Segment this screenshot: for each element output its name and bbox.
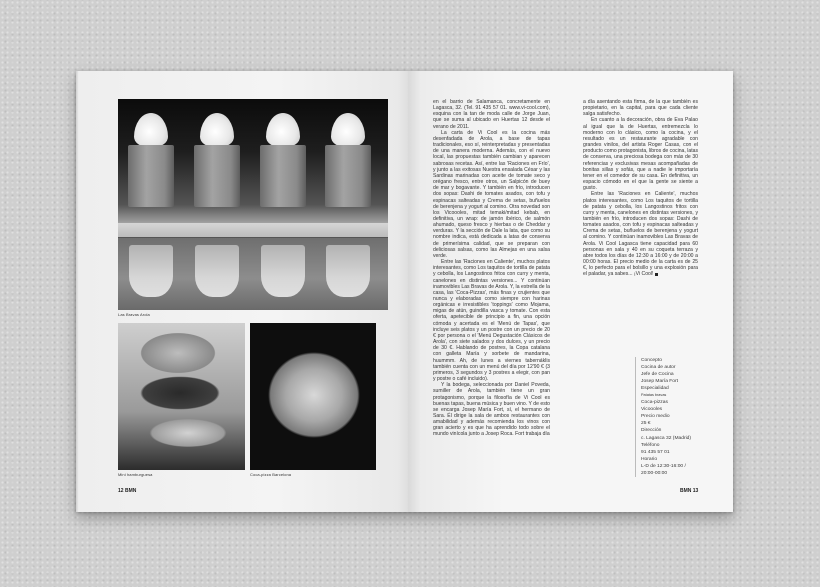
pizza-photo-caption: Coca-pizza Barcelona	[250, 472, 292, 477]
burger-photo-caption: Mini hamburguesa	[118, 472, 153, 477]
paragraph: en el barrio de Salamanca, concretamente en Lagasca, 32. (Tel. 91 435 57 01. www.vi-cool.com), esquina con la tan de moda calle de Jorge Juan, que se suma al ubicado en Huertas 12 desde el verano de 2011.	[433, 99, 550, 130]
info-value: Josep María Fort	[641, 379, 678, 385]
end-of-article-mark	[655, 273, 658, 276]
magazine-brand: BMN	[124, 488, 137, 494]
page-edge	[76, 71, 79, 512]
left-folio	[118, 488, 136, 494]
info-value: 25 €	[641, 421, 651, 427]
photo-shelf	[118, 223, 388, 238]
main-photo-bravas	[118, 99, 388, 310]
paragraph-text: Entre las 'Raciones en Caliente', muchos platos interesantes, como Los taquitos de tortilla de patata y cebolla, los Langostinos fritos con curry y menta, canelones en distintas versiones, y también en frío, introducen dos sopas: Dashi de tomates asados, con tofu y espinacas salteadas y Crema de setas, buñuelos de berenjena y yogurt al comino. Y continúan inamovibles Las Bravas de Arola. Vi Cool Lagasca tiene capacidad para 60 personas en sala y 40 en su coqueta terraza y abre todos los días de 12:30 a 16:00 y de 20:00 a 00:00 horas. El precio medio de la carta es de 25 €, lo perfecto para el bolsillo y una explosión para el paladar, ya sabes... ¡Vi Cool!	[583, 191, 698, 278]
article-column-1	[433, 99, 550, 438]
magazine-spread	[76, 71, 733, 512]
info-label: Especialidad	[641, 386, 669, 392]
right-folio	[680, 488, 698, 494]
main-photo-caption: Las Bravas Arola	[118, 312, 150, 317]
info-value: Coca-pizzas	[641, 400, 668, 406]
left-page	[76, 71, 408, 512]
magazine-brand: BMN	[680, 488, 692, 494]
info-label: Horario	[641, 456, 658, 462]
info-label: Precio medio	[641, 414, 670, 420]
info-value: L-D de 12:30-16:00 /	[641, 463, 686, 469]
info-value: c. Lagasca 32 (Madrid)	[641, 435, 692, 441]
page-number: 13	[692, 488, 699, 494]
info-value: Cocina de autor	[641, 365, 676, 371]
photo-coca-pizza	[250, 323, 376, 470]
info-label: Teléfono	[641, 442, 660, 448]
photo-mini-burger	[118, 323, 245, 470]
paragraph: La carta de Vi Cool es la cocina más desenfadada de Arola, a base de tapas tradicionales, eso sí, reinterpretadas y presentadas de una manera moderna. Además, con el nuevo local, las propuestas también cambian y aparecen sabrosas recetas. Así, entre las 'Raciones en Frío', y junto a las exitosas Nuestra ensalada César y las Sardinas marinadas con aceite de tomate seco y orégano fresco, entre otros, un Salpicón de buey de mar y bogavante. Y también en frío, introducen dos sopas: Dashi de tomates asados, con tofu y espinacas salteadas y Crema de setas, buñuelos de berenjena y yogurt al comino. Otra novedad son los Vicoooles, mitad temaki/mitad kebab, en definitiva, un wrap: de jamón ibérico, de salmón ahumado, queso fresco y hierbas o de Cheddar y verduras. Y la sección de Dale la lata, que como su nombre indica, está dedicada a latas de conserva de primerísima calidad, que se preparan con deliciosas salsas, como las Almejas en una salsa verde.	[433, 129, 550, 259]
paragraph: Entre las 'Raciones en Caliente', muchos platos interesantes, como Los taquitos de tortilla de patata y cebolla, los Langostinos fritos con curry y menta, canelones en distintas versiones... Y continúan inamovibles Las Bravas de Arola. Y, la estrella de la casa, las 'Coca-Pizzas', más finas y crujientes que nunca y elaboradas como siempre con harinas orgánicas e irresistibles 'toppings' como Mojama, migas de atún, guindilla vasca y tomate. Con esta oferta, apetecible de principio a fin, una opción cómoda y acertada es el 'Menú de Tapas', que incluye seis platos y un postre con un precio de 20 € por persona o el 'Menú Degustación Clásicos de Arola', con siete salados y dos dulces, y un precio de 30 €. Hablando de postres, la Copa catalana con galleta María y sorbete de mandarina, huummm. Ah, de lunes a viernes tabernáklis también cuenta con un menú del día por 12'90 € (3 primeros, 3 segundos y 3 postres a elegir, con pan y postre o café incluido).	[433, 259, 550, 383]
paragraph: a día asentando esta firma, de la que también es propietario, en la capital, para que cada cliente salga satisfecho.	[583, 99, 698, 118]
info-value: 91 435 57 01	[641, 449, 670, 455]
paragraph-final	[583, 191, 698, 277]
info-value: 20:00-00:00	[641, 470, 668, 476]
page-number: 12	[118, 488, 124, 494]
paragraph: Y la bodega, seleccionada por Daniel Poveda, sumiller de Arola, también tiene un gran protagonismo, porque la filosofía de Vi Cool es buenas tapas, buena música y buen vino. Y de esto se encarga Josep María Fort, sí, el hermano de Sara. Él dirige la sala de ambos restaurantes con amabilidad y además recomienda los vinos con gran acierto y es que ha aprendido todo sobre el mundo vinícola junto a Josep Roca. Fort trabaja día	[433, 382, 550, 438]
info-value: Patatas bravas	[641, 393, 667, 398]
right-page	[408, 71, 733, 512]
info-label: Dirección	[641, 428, 662, 434]
info-label: Jefe de Cocina	[641, 372, 674, 378]
restaurant-info-box	[635, 357, 711, 477]
article-column-2	[583, 99, 698, 278]
paragraph: En cuanto a la decoración, obra de Eva Palao al igual que la de Huertas, entremezcla lo moderno con lo clásico, como la cocina, y el resultado es un restaurante agradable con grandes vinilos, del artista Roger Casas, con el producto como protagonista, libros de cocina, latas de conserva, una preciosa bodega con más de 30 referencias y exclusivas mesas acompañadas de bonitas sillas y sofás, que a nadie le importaría tener en el comedor de su casa. En definitiva, un espacio cómodo en el que la gente se siente a gusto.	[583, 117, 698, 192]
info-label: Concepto	[641, 358, 662, 363]
info-value: Vicoooles	[641, 407, 663, 413]
